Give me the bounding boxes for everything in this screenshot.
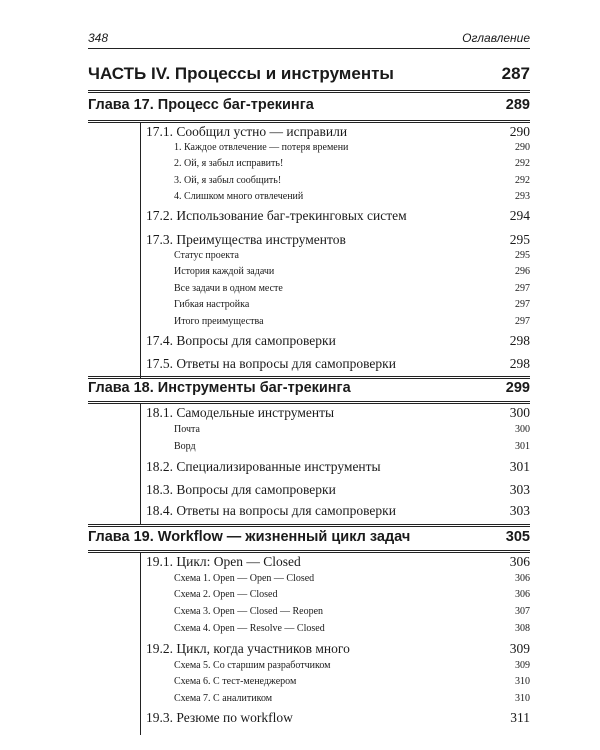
entry-title: Итого преимущества bbox=[174, 316, 264, 327]
part-page: 287 bbox=[501, 64, 530, 83]
toc-section-entry bbox=[146, 554, 530, 572]
entry-page: 306 bbox=[515, 589, 530, 600]
chapter-title: Глава 17. Процесс баг-трекинга bbox=[88, 97, 314, 113]
toc-section-entry bbox=[146, 503, 530, 521]
entry-page: 309 bbox=[515, 660, 530, 671]
entry-page: 297 bbox=[515, 316, 530, 327]
toc-part-entry bbox=[88, 64, 530, 88]
entry-page: 307 bbox=[515, 606, 530, 617]
entry-title: Схема 6. С тест-менеджером bbox=[174, 676, 297, 687]
chapter-sidebar-line bbox=[140, 123, 141, 379]
entry-title: 19.1. Цикл: Open — Closed bbox=[146, 554, 301, 569]
toc-chapter-entry bbox=[88, 97, 530, 119]
header-page-number: 348 bbox=[88, 31, 109, 45]
part-title: ЧАСТЬ IV. Процессы и инструменты bbox=[88, 64, 394, 83]
toc-subsection-entry bbox=[174, 175, 530, 191]
entry-title: Почта bbox=[174, 424, 200, 435]
entry-page: 295 bbox=[509, 232, 530, 247]
entry-title: Схема 2. Open — Closed bbox=[174, 589, 278, 600]
toc-section-entry bbox=[146, 459, 530, 477]
entry-title: 3. Ой, я забыл сообщить! bbox=[174, 175, 282, 186]
entry-page: 301 bbox=[509, 459, 530, 474]
header-title: Оглавление bbox=[462, 31, 530, 45]
entry-title: 18.4. Ответы на вопросы для самопроверки bbox=[146, 503, 396, 518]
entry-page: 292 bbox=[515, 175, 530, 186]
toc-subsection-entry bbox=[174, 441, 530, 457]
toc-section-entry bbox=[146, 641, 530, 659]
chapter-sidebar-line bbox=[140, 553, 141, 735]
entry-page: 310 bbox=[515, 693, 530, 704]
entry-page: 300 bbox=[515, 424, 530, 435]
chapter-title: Глава 19. Workflow — жизненный цикл задач bbox=[88, 529, 411, 545]
chapter-divider bbox=[88, 120, 530, 123]
toc-subsection-entry bbox=[174, 191, 530, 207]
entry-title: История каждой задачи bbox=[174, 266, 275, 277]
entry-title: 17.2. Использование баг-трекинговых систем bbox=[146, 208, 407, 223]
entry-page: 309 bbox=[509, 641, 530, 656]
entry-page: 298 bbox=[509, 333, 530, 348]
entry-title: 18.2. Специализированные инструменты bbox=[146, 459, 381, 474]
toc-subsection-entry bbox=[174, 299, 530, 315]
entry-page: 301 bbox=[515, 441, 530, 452]
toc-subsection-entry bbox=[174, 623, 530, 639]
chapter-page: 289 bbox=[505, 97, 530, 113]
entry-page: 311 bbox=[510, 710, 530, 725]
part-divider bbox=[88, 90, 530, 93]
chapter-divider bbox=[88, 376, 530, 379]
entry-page: 298 bbox=[509, 356, 530, 371]
entry-title: 19.3. Резюме по workflow bbox=[146, 710, 293, 725]
entry-title: Все задачи в одном месте bbox=[174, 283, 283, 294]
entry-title: 17.3. Преимущества инструментов bbox=[146, 232, 346, 247]
toc-subsection-entry bbox=[174, 573, 530, 589]
toc-subsection-entry bbox=[174, 142, 530, 158]
chapter-page: 299 bbox=[505, 380, 530, 396]
entry-title: Схема 7. С аналитиком bbox=[174, 693, 273, 704]
entry-page: 295 bbox=[515, 250, 530, 261]
entry-page: 290 bbox=[509, 124, 530, 139]
toc-section-entry bbox=[146, 208, 530, 226]
chapter-divider bbox=[88, 524, 530, 527]
entry-page: 297 bbox=[515, 283, 530, 294]
entry-title: 18.3. Вопросы для самопроверки bbox=[146, 482, 336, 497]
entry-page: 292 bbox=[515, 158, 530, 169]
toc-subsection-entry bbox=[174, 316, 530, 332]
toc-subsection-entry bbox=[174, 266, 530, 282]
entry-title: Статус проекта bbox=[174, 250, 239, 261]
entry-page: 300 bbox=[509, 405, 530, 420]
toc-section-entry bbox=[146, 232, 530, 250]
entry-page: 310 bbox=[515, 676, 530, 687]
entry-page: 296 bbox=[515, 266, 530, 277]
entry-page: 308 bbox=[515, 623, 530, 634]
entry-page: 297 bbox=[515, 299, 530, 310]
entry-page: 306 bbox=[509, 554, 530, 569]
toc-subsection-entry bbox=[174, 424, 530, 440]
toc-section-entry bbox=[146, 333, 530, 351]
toc-subsection-entry bbox=[174, 589, 530, 605]
entry-page: 293 bbox=[515, 191, 530, 202]
toc-subsection-entry bbox=[174, 283, 530, 299]
toc-subsection-entry bbox=[174, 676, 530, 692]
chapter-page: 305 bbox=[505, 529, 530, 545]
entry-title: Схема 3. Open — Closed — Reopen bbox=[174, 606, 324, 617]
entry-title: 17.5. Ответы на вопросы для самопроверки bbox=[146, 356, 396, 371]
toc-chapter-entry bbox=[88, 529, 530, 551]
entry-title: Схема 4. Open — Resolve — Closed bbox=[174, 623, 325, 634]
toc-subsection-entry bbox=[174, 693, 530, 709]
entry-page: 294 bbox=[509, 208, 530, 223]
entry-page: 303 bbox=[509, 503, 530, 518]
toc-section-entry bbox=[146, 482, 530, 500]
toc-subsection-entry bbox=[174, 158, 530, 174]
chapter-sidebar-line bbox=[140, 404, 141, 524]
toc-subsection-entry bbox=[174, 250, 530, 266]
chapter-title: Глава 18. Инструменты баг-трекинга bbox=[88, 380, 351, 396]
toc-chapter-entry bbox=[88, 380, 530, 402]
entry-page: 290 bbox=[515, 142, 530, 153]
entry-title: 2. Ой, я забыл исправить! bbox=[174, 158, 284, 169]
toc-section-entry bbox=[146, 124, 530, 142]
running-header bbox=[88, 30, 530, 49]
entry-page: 303 bbox=[509, 482, 530, 497]
toc-section-entry bbox=[146, 405, 530, 423]
toc-section-entry bbox=[146, 710, 530, 728]
entry-title: Ворд bbox=[174, 441, 196, 452]
toc-subsection-entry bbox=[174, 606, 530, 622]
entry-title: Схема 5. Со старшим разработчиком bbox=[174, 660, 331, 671]
chapter-divider bbox=[88, 550, 530, 553]
entry-title: 19.2. Цикл, когда участников много bbox=[146, 641, 350, 656]
entry-title: 1. Каждое отвлечение — потеря времени bbox=[174, 142, 349, 153]
entry-title: 17.1. Сообщил устно — исправили bbox=[146, 124, 348, 139]
entry-title: 18.1. Самодельные инструменты bbox=[146, 405, 335, 420]
toc-subsection-entry bbox=[174, 660, 530, 676]
entry-page: 306 bbox=[515, 573, 530, 584]
toc-section-entry bbox=[146, 356, 530, 374]
entry-title: Схема 1. Open — Open — Closed bbox=[174, 573, 315, 584]
entry-title: 17.4. Вопросы для самопроверки bbox=[146, 333, 336, 348]
entry-title: 4. Слишком много отвлечений bbox=[174, 191, 304, 202]
entry-title: Гибкая настройка bbox=[174, 299, 250, 310]
chapter-divider bbox=[88, 401, 530, 404]
